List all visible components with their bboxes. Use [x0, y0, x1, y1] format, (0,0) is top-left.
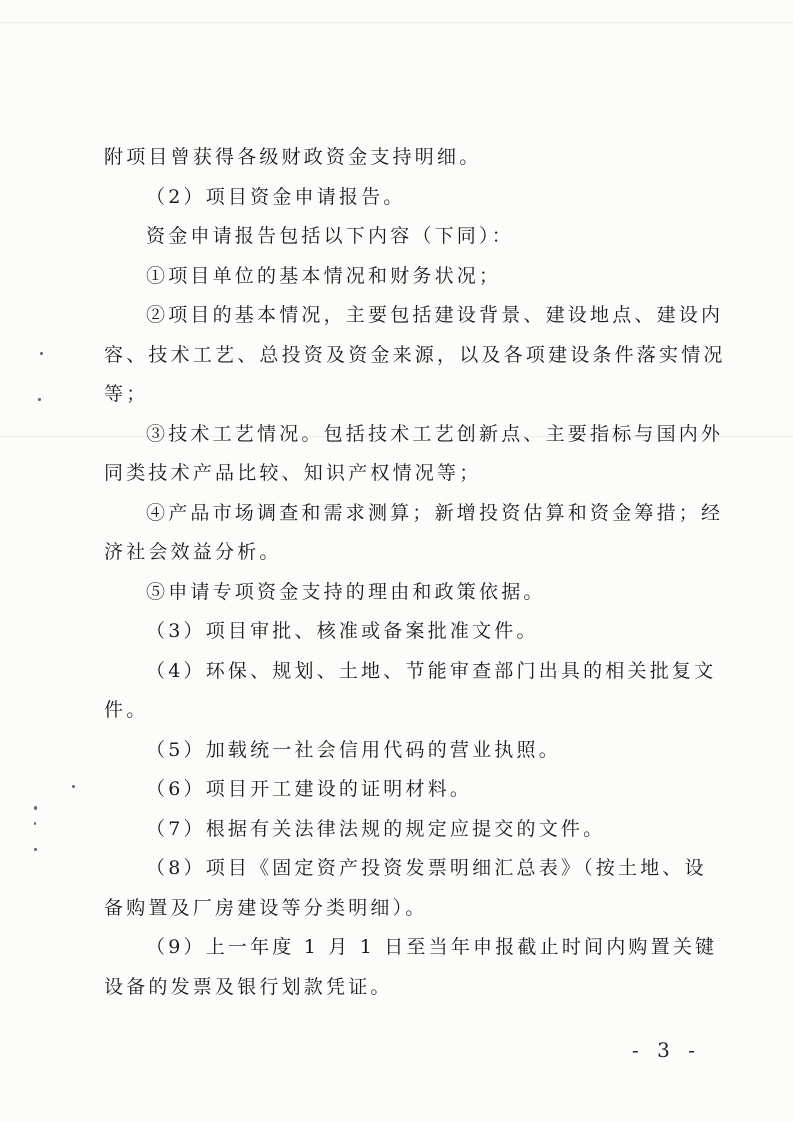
- text-line: ④产品市场调查和需求测算；新增投资估算和资金筹措；经: [146, 501, 724, 524]
- text-line: ②项目的基本情况，主要包括建设背景、建设地点、建设内: [146, 304, 724, 326]
- scan-speck: [34, 848, 37, 851]
- text-line: 同类技术产品比较、知识产权情况等；: [104, 462, 482, 484]
- text-line: 设备的发票及银行划款凭证。: [104, 975, 393, 998]
- text-line: （7）根据有关法律法规的规定应提交的文件。: [146, 817, 606, 840]
- text-line: ③技术工艺情况。包括技术工艺创新点、主要指标与国内外: [146, 422, 724, 445]
- page-number: - 3 -: [632, 1038, 701, 1062]
- text-line: （8）项目《固定资产投资发票明细汇总表》（按土地、设: [146, 857, 707, 879]
- scan-speck: [40, 352, 43, 355]
- text-line: （3）项目审批、核准或备案批准文件。: [146, 620, 539, 642]
- text-line: （9）上一年度 1 月 1 日至当年申报截止时间内购置关键: [146, 936, 718, 958]
- scan-artifact: [0, 22, 793, 23]
- text-line: 附项目曾获得各级财政资金支持明细。: [104, 146, 482, 168]
- scan-speck: [34, 822, 36, 825]
- document-body: [104, 138, 726, 1007]
- text-line: 备购置及厂房建设等分类明细）。: [104, 896, 428, 919]
- text-line: 容、技术工艺、总投资及资金来源，以及各项建设条件落实情况: [104, 343, 726, 366]
- text-line: ①项目单位的基本情况和财务状况；: [146, 264, 502, 287]
- text-line: 资金申请报告包括以下内容（下同）：: [146, 225, 514, 247]
- text-line: （5）加载统一社会信用代码的营业执照。: [146, 738, 561, 761]
- text-line: 件。: [104, 699, 149, 721]
- text-line: （4）环保、规划、土地、节能审查部门出具的相关批复文: [146, 659, 717, 682]
- text-line: 济社会效益分析。: [104, 541, 282, 563]
- scan-speck: [34, 806, 37, 810]
- text-line: 等；: [104, 383, 149, 405]
- scan-speck: [38, 398, 41, 401]
- text-line: （2）项目资金申请报告。: [146, 185, 406, 208]
- text-line: ⑤申请专项资金支持的理由和政策依据。: [146, 580, 546, 603]
- text-line: （6）项目开工建设的证明材料。: [146, 778, 473, 800]
- scan-speck: [72, 785, 75, 788]
